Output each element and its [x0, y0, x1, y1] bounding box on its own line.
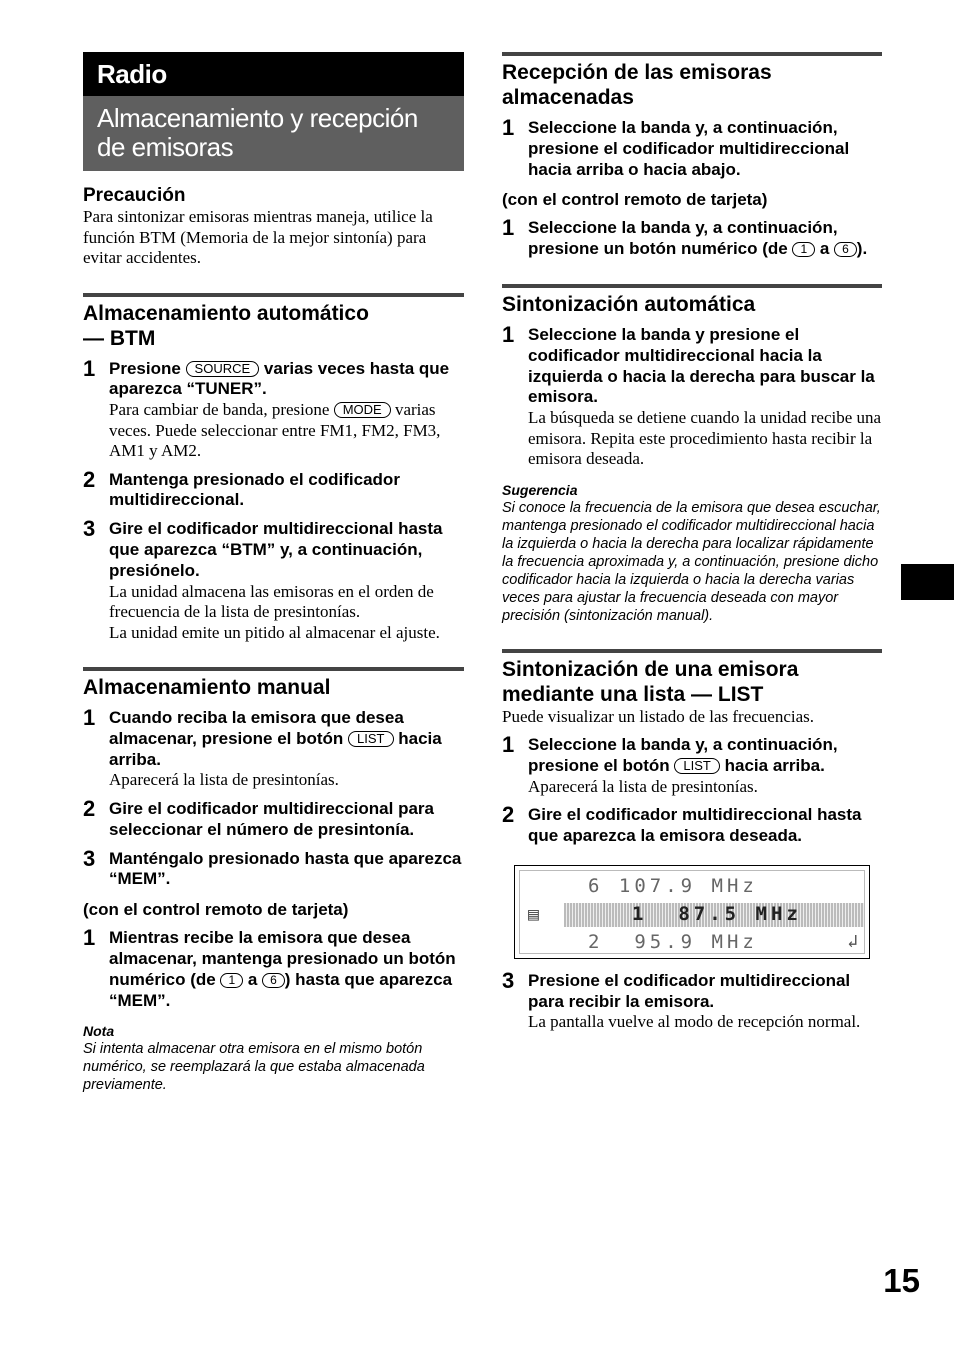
- lcd-display-illustration: [514, 865, 870, 959]
- list-tune-heading: Sintonización de una emisora mediante una lista — LIST: [502, 657, 799, 706]
- auto-store-section: [83, 293, 464, 644]
- list-tune-step-1: 1 Seleccione la banda y, a continuación, presione el botón LIST hacia arriba. Aparecerá la lista de presintonías.: [502, 732, 838, 796]
- thumb-index-tab: [901, 564, 954, 600]
- subtitle-line1: Almacenamiento y recepción: [97, 103, 418, 133]
- mode-button-label: MODE: [334, 402, 391, 418]
- note-text: Si intenta almacenar otra emisora en el mismo botón numérico, se reemplazará la que estaba almacenada previamente.: [83, 1041, 425, 1094]
- auto-store-heading: Almacenamiento automático — BTM: [83, 301, 369, 350]
- manual-store-step-3: 3 Manténgalo presionado hasta que aparezca “MEM”.: [83, 845, 462, 889]
- caution-heading: Precaución: [83, 185, 186, 206]
- manual-store-step-2: 2 Gire el codificador multidireccional para seleccionar el número de presintonía.: [83, 795, 434, 839]
- tip-text: Si conoce la frecuencia de la emisora que desea escuchar, mantenga presionado el codificador multidireccional hacia la izquierda o hacia la derecha para localizar rápidamente la frecuencia aproximada y, a continuación, presione dicho codificador hacia la izquierda o hacia la derecha varias veces para ajustar la frecuencia deseada con mayor precisión (sintonización manual).: [502, 499, 881, 624]
- list-button-label: LIST: [674, 758, 719, 774]
- manual-remote-step-1: 1 Mientras recibe la emisora que desea almacenar, mantenga presionado un botón numérico (de 1 a 6 ) hasta que aparezca “MEM”.: [83, 925, 456, 1010]
- manual-store-heading: Almacenamiento manual: [83, 676, 331, 700]
- note-heading: Nota: [83, 1023, 115, 1040]
- manual-remote-heading: (con el control remoto de tarjeta): [83, 900, 349, 920]
- list-tune-intro: Puede visualizar un listado de las frecuencias.: [502, 706, 815, 726]
- section-banner: Radio: [83, 52, 464, 96]
- tip-heading: Sugerencia: [502, 481, 578, 498]
- receive-remote-step-1: 1 Seleccione la banda y, a continuación, presione un botón numérico (de 1 a 6 ).: [502, 215, 868, 259]
- list-tune-step-3: 3 Presione el codificador multidireccional para recibir la emisora. La pantalla vuelve al modo de recepción normal.: [502, 967, 861, 1032]
- receive-section: [502, 52, 882, 260]
- subtitle-line2: de emisoras: [97, 132, 234, 162]
- manual-store-step-1: 1 Cuando reciba la emisora que desea almacenar, presione el botón LIST hacia arriba. Aparecerá la lista de presintonías.: [83, 705, 442, 790]
- receive-remote-heading: (con el control remoto de tarjeta): [502, 190, 768, 210]
- manual-store-section: [83, 667, 464, 1094]
- list-tune-section: [502, 649, 882, 1033]
- auto-tune-step-1: 1 Seleccione la banda y presione el codificador multidireccional hacia la izquierda o hacia la derecha para buscar la emisora. La búsqueda se detiene cuando la unidad recibe una emisora. Repita este procedimiento hasta recibir la emisora deseada.: [502, 321, 882, 469]
- source-button-label: SOURCE: [186, 361, 260, 377]
- lcd-line-3: 2 95.9 MHz: [588, 930, 758, 953]
- right-column: [502, 52, 882, 1033]
- scroll-arrow-icon: ↲: [847, 930, 858, 952]
- auto-store-step-3: 3 Gire el codificador multidireccional hasta que aparezca “BTM” y, a continuación, presiónelo. La unidad almacena las emisoras en el orden de frecuencia de la lista de presintonías. La unidad emite un pitido al almacenar el ajuste.: [83, 516, 443, 642]
- left-column: [83, 52, 464, 1094]
- list-tune-step-2: 2 Gire el codificador multidireccional hasta que aparezca la emisora deseada.: [502, 802, 862, 846]
- auto-tune-heading: Sintonización automática: [502, 292, 756, 316]
- auto-tune-section: [502, 284, 882, 625]
- receive-heading: Recepción de las emisoras almacenadas: [502, 61, 772, 109]
- page-number: 15: [883, 1262, 920, 1299]
- lcd-line-2: 1 87.5 MHz: [564, 903, 864, 927]
- caution-text: Para sintonizar emisoras mientras maneja, utilice la función BTM (Memoria de la mejor sintonía) para evitar accidentes.: [83, 207, 433, 267]
- list-button-label: LIST: [348, 731, 393, 747]
- auto-store-step-1: 1 Presione SOURCE varias veces hasta que aparezca “TUNER”. Para cambiar de banda, presione MODE varias veces. Puede seleccionar entre FM1, FM2, FM3, AM1 y AM2.: [83, 355, 450, 461]
- auto-store-step-2: 2 Mantenga presionado el codificador multidireccional.: [83, 466, 400, 510]
- section-subtitle-banner: [83, 96, 464, 171]
- receive-step-1: 1 Seleccione la banda y, a continuación, presione el codificador multidireccional hacia arriba o hacia abajo.: [502, 115, 850, 179]
- lcd-line-1: 6 107.9 MHz: [588, 874, 758, 897]
- band-icon: ▤: [528, 903, 539, 925]
